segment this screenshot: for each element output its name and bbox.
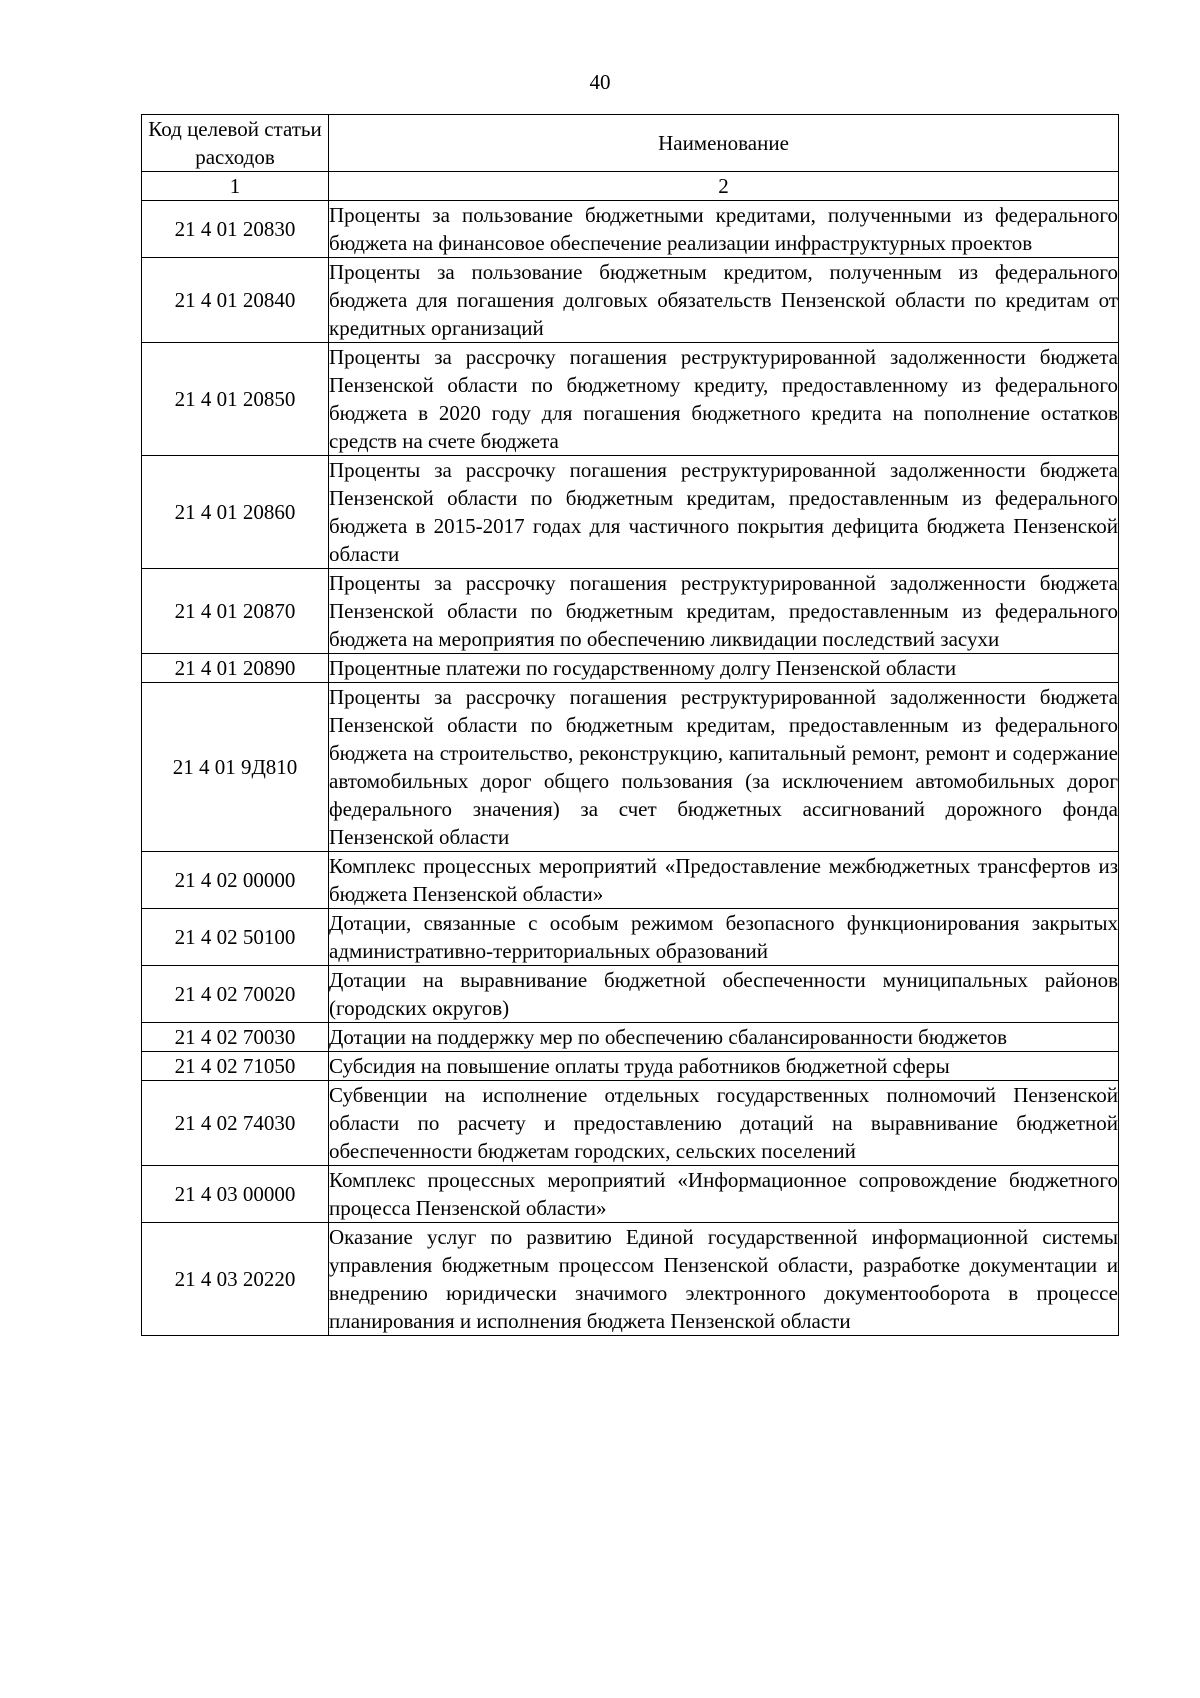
column-number-row bbox=[142, 172, 1119, 201]
table-row bbox=[142, 909, 1119, 966]
row-code: 21 4 01 20840 bbox=[142, 258, 329, 343]
budget-classification-table bbox=[141, 114, 1119, 1336]
table-row bbox=[142, 1223, 1119, 1336]
table-row bbox=[142, 852, 1119, 909]
table-row bbox=[142, 966, 1119, 1023]
table-row bbox=[142, 201, 1119, 258]
table-row bbox=[142, 1166, 1119, 1223]
row-code: 21 4 02 70030 bbox=[142, 1023, 329, 1052]
row-code: 21 4 03 20220 bbox=[142, 1223, 329, 1336]
row-name: Проценты за рассрочку погашения реструктурированной задолженности бюджета Пензенской области по бюджетным кредитам, предоставленным из федерального бюджета в 2015-2017 годах для частичного покрытия дефицита бюджета Пензенской области bbox=[329, 456, 1119, 569]
row-code: 21 4 02 71050 bbox=[142, 1052, 329, 1081]
column-number-2: 2 bbox=[329, 172, 1119, 201]
row-name: Проценты за рассрочку погашения реструктурированной задолженности бюджета Пензенской области по бюджетным кредитам, предоставленным из федерального бюджета на строительство, реконструкцию, капитальный ремонт, ремонт и содержание автомобильных дорог общего пользования (за исключением автомобильных дорог федерального значения) за счет бюджетных ассигнований дорожного фонда Пензенской области bbox=[329, 683, 1119, 852]
row-name: Дотации, связанные с особым режимом безопасного функционирования закрытых административно-территориальных образований bbox=[329, 909, 1119, 966]
table-body bbox=[142, 201, 1119, 1336]
row-name: Дотации на поддержку мер по обеспечению сбалансированности бюджетов bbox=[329, 1023, 1119, 1052]
row-code: 21 4 02 00000 bbox=[142, 852, 329, 909]
row-name: Проценты за пользование бюджетными кредитами, полученными из федерального бюджета на финансовое обеспечение реализации инфраструктурных проектов bbox=[329, 201, 1119, 258]
table-header-row bbox=[142, 115, 1119, 172]
row-name: Проценты за пользование бюджетным кредитом, полученным из федерального бюджета для погашения долговых обязательств Пензенской области по кредитам от кредитных организаций bbox=[329, 258, 1119, 343]
row-name: Оказание услуг по развитию Единой государственной информационной системы управления бюджетным процессом Пензенской области, разработке документации и внедрению юридически значимого электронного документооборота в процессе планирования и исполнения бюджета Пензенской области bbox=[329, 1223, 1119, 1336]
row-code: 21 4 01 20870 bbox=[142, 569, 329, 654]
row-code: 21 4 01 20830 bbox=[142, 201, 329, 258]
row-name: Процентные платежи по государственному долгу Пензенской области bbox=[329, 654, 1119, 683]
row-code: 21 4 02 50100 bbox=[142, 909, 329, 966]
table-row bbox=[142, 456, 1119, 569]
row-name: Дотации на выравнивание бюджетной обеспеченности муниципальных районов (городских округов) bbox=[329, 966, 1119, 1023]
table-row bbox=[142, 258, 1119, 343]
header-code: Код целевой статьи расходов bbox=[142, 115, 329, 172]
table-row bbox=[142, 1081, 1119, 1166]
row-name: Субсидия на повышение оплаты труда работников бюджетной сферы bbox=[329, 1052, 1119, 1081]
table-row bbox=[142, 683, 1119, 852]
row-code: 21 4 01 20890 bbox=[142, 654, 329, 683]
row-code: 21 4 01 9Д810 bbox=[142, 683, 329, 852]
column-number-1: 1 bbox=[142, 172, 329, 201]
row-name: Субвенции на исполнение отдельных государственных полномочий Пензенской области по расчету и предоставлению дотаций на выравнивание бюджетной обеспеченности бюджетам городских, сельских поселений bbox=[329, 1081, 1119, 1166]
row-code: 21 4 03 00000 bbox=[142, 1166, 329, 1223]
row-name: Комплекс процессных мероприятий «Информационное сопровождение бюджетного процесса Пензенской области» bbox=[329, 1166, 1119, 1223]
row-name: Проценты за рассрочку погашения реструктурированной задолженности бюджета Пензенской области по бюджетным кредитам, предоставленным из федерального бюджета на мероприятия по обеспечению ликвидации последствий засухи bbox=[329, 569, 1119, 654]
row-code: 21 4 01 20850 bbox=[142, 343, 329, 456]
table-row bbox=[142, 1052, 1119, 1081]
table-row bbox=[142, 1023, 1119, 1052]
row-code: 21 4 02 70020 bbox=[142, 966, 329, 1023]
row-code: 21 4 02 74030 bbox=[142, 1081, 329, 1166]
table-row bbox=[142, 569, 1119, 654]
table-row bbox=[142, 654, 1119, 683]
header-name: Наименование bbox=[329, 115, 1119, 172]
table-row bbox=[142, 343, 1119, 456]
row-code: 21 4 01 20860 bbox=[142, 456, 329, 569]
row-name: Проценты за рассрочку погашения реструктурированной задолженности бюджета Пензенской области по бюджетному кредиту, предоставленному из федерального бюджета в 2020 году для погашения бюджетного кредита на пополнение остатков средств на счете бюджета bbox=[329, 343, 1119, 456]
page-number: 40 bbox=[589, 70, 611, 94]
row-name: Комплекс процессных мероприятий «Предоставление межбюджетных трансфертов из бюджета Пензенской области» bbox=[329, 852, 1119, 909]
